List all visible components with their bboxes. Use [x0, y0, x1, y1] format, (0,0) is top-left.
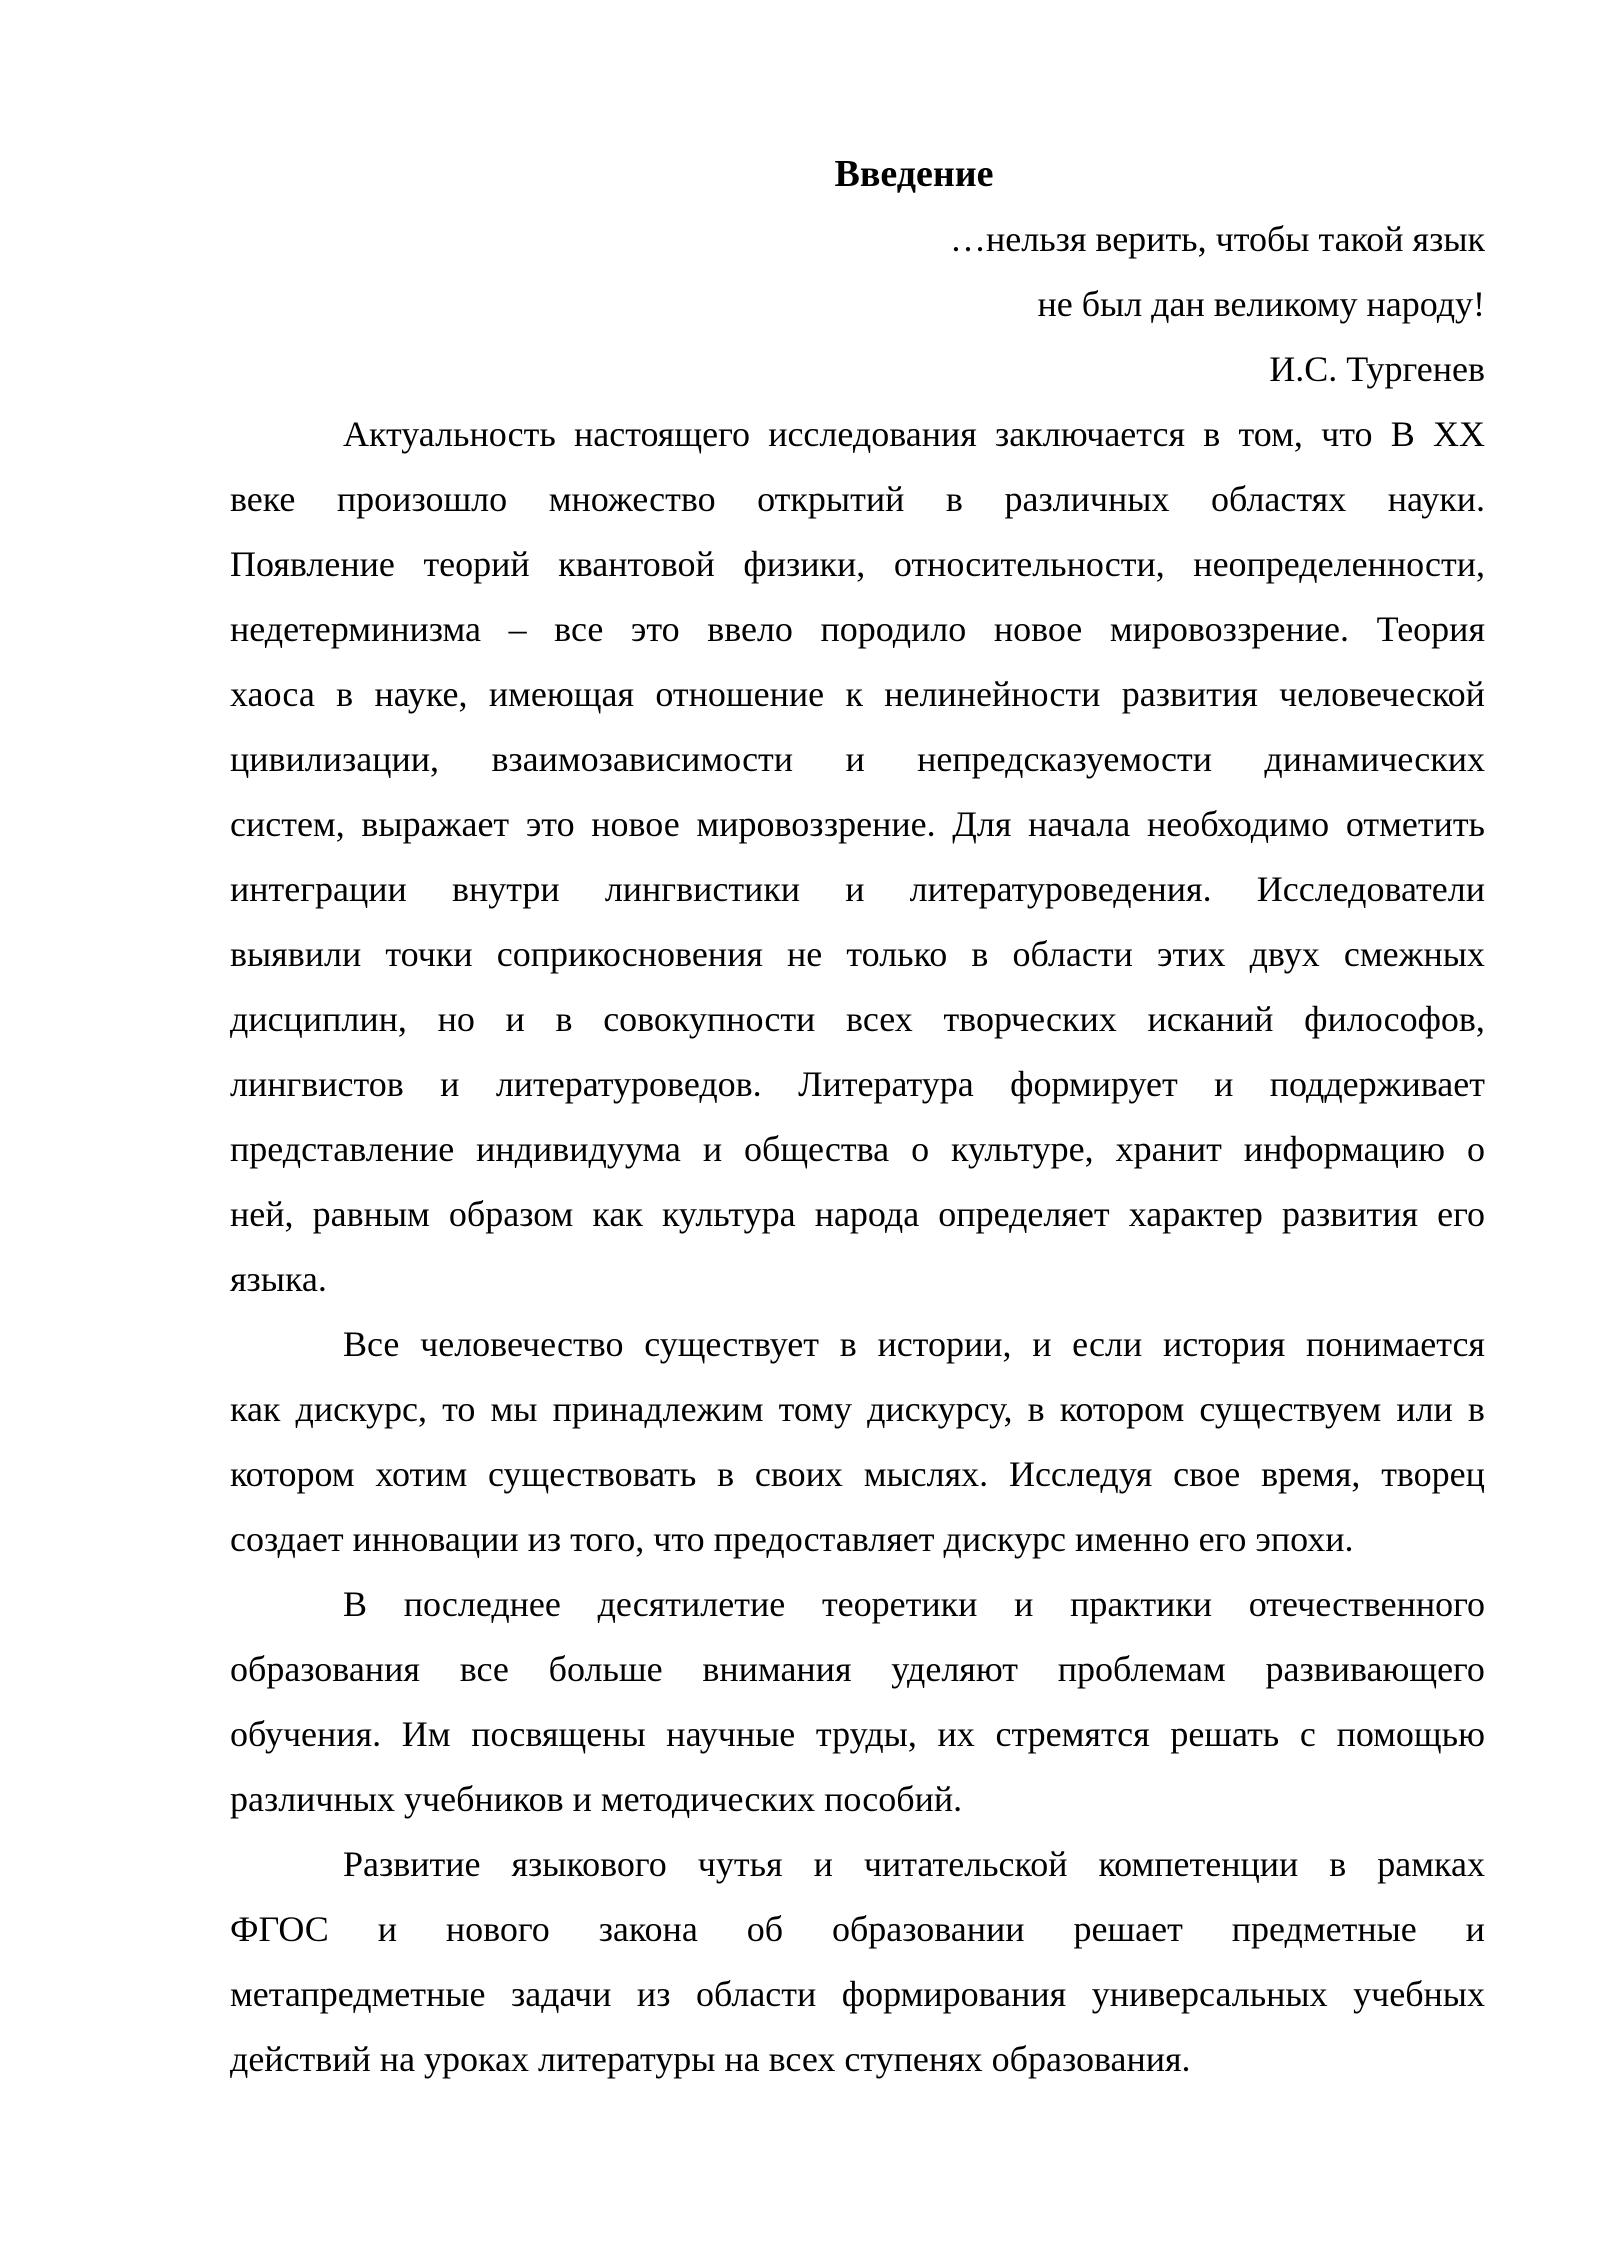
document-body — [230, 402, 1485, 2092]
paragraph-line: Актуальность настоящего исследования заключается в том, что В ХХ — [343, 414, 1485, 454]
paragraph-line: выявили точки соприкосновения не только в области этих двух смежных — [230, 934, 1485, 974]
paragraph-line: ФГОС и нового закона об образовании решает предметные и — [230, 1909, 1485, 1949]
paragraph-line: дисциплин, но и в совокупности всех творческих исканий философов, — [230, 999, 1485, 1039]
paragraph-line: создает инновации из того, что предоставляет дискурс именно его эпохи. — [230, 1519, 1354, 1559]
paragraph-line: котором хотим существовать в своих мыслях. Исследуя свое время, творец — [230, 1454, 1485, 1494]
paragraph-line: веке произошло множество открытий в различных областях науки. — [230, 479, 1485, 519]
epigraph-attribution: И.С. Тургенев — [1269, 349, 1485, 389]
paragraph-line: как дискурс, то мы принадлежим тому дискурсу, в котором существуем или в — [230, 1389, 1485, 1429]
epigraph-line: не был дан великому народу! — [1037, 284, 1485, 324]
paragraph-line: ней, равным образом как культура народа определяет характер развития его — [230, 1194, 1485, 1234]
text-block — [230, 142, 1485, 2092]
paragraph-line: В последнее десятилетие теоретики и практики отечественного — [343, 1584, 1485, 1624]
paragraph-line: Развитие языкового чутья и читательской компетенции в рамках — [343, 1844, 1485, 1884]
paragraph-line: метапредметные задачи из области формирования универсальных учебных — [230, 1974, 1485, 2014]
paragraph-line: недетерминизма – все это ввело породило новое мировоззрение. Теория — [230, 609, 1485, 649]
paragraph-line: цивилизации, взаимозависимости и непредсказуемости динамических — [230, 739, 1485, 779]
paragraph-line: обучения. Им посвящены научные труды, их стремятся решать с помощью — [230, 1714, 1485, 1754]
paragraph-line: систем, выражает это новое мировоззрение. Для начала необходимо отметить — [230, 804, 1485, 844]
paragraph-line: представление индивидуума и общества о культуре, хранит информацию о — [230, 1129, 1485, 1169]
section-title: Введение — [834, 153, 994, 195]
paragraph-line: различных учебников и методических пособий. — [230, 1779, 963, 1819]
paragraph-line: языка. — [230, 1259, 327, 1299]
paragraph-line: лингвистов и литературоведов. Литература формирует и поддерживает — [230, 1064, 1485, 1104]
epigraph-line: …нельзя верить, чтобы такой язык — [950, 219, 1485, 259]
paragraph-line: действий на уроках литературы на всех ступенях образования. — [230, 2039, 1191, 2079]
epigraph — [230, 207, 1485, 402]
paragraph-line: образования все больше внимания уделяют проблемам развивающего — [230, 1649, 1485, 1689]
paragraph-line: интеграции внутри лингвистики и литературоведения. Исследователи — [230, 869, 1485, 909]
paragraph-line: Появление теорий квантовой физики, относительности, неопределенности, — [230, 544, 1485, 584]
paragraph-line: Все человечество существует в истории, и если история понимается — [343, 1324, 1485, 1364]
paragraph-line: хаоса в науке, имеющая отношение к нелинейности развития человеческой — [230, 674, 1485, 714]
